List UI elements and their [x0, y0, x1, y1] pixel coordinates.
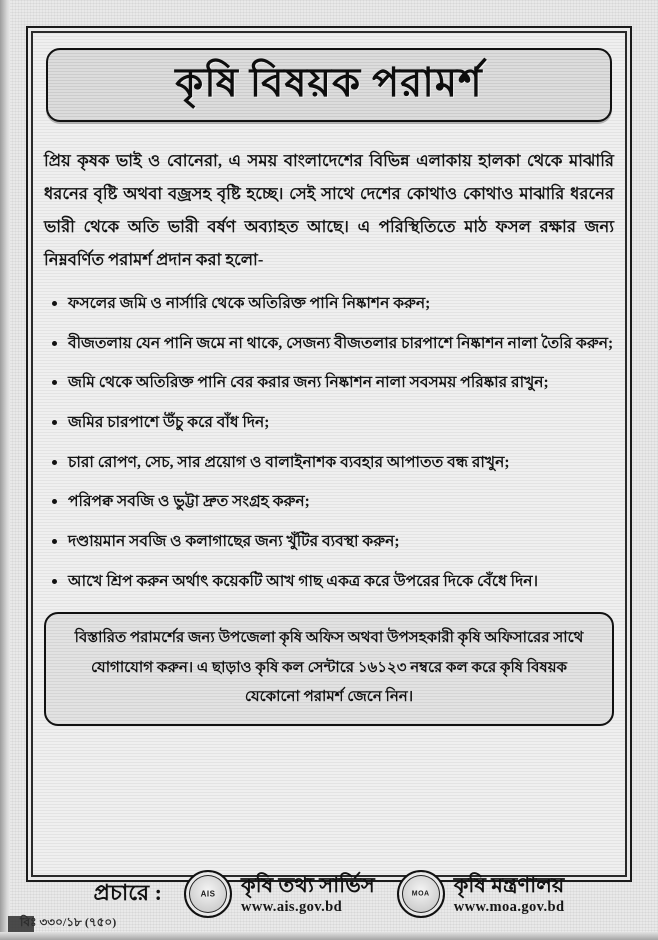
print-code: বিঃ ৩৩০/১৮ (৭৫০) — [20, 915, 117, 929]
bullet-icon — [52, 460, 57, 465]
promoter-label: প্রচারে : — [93, 879, 162, 905]
bullet-icon — [52, 301, 57, 306]
organization-url[interactable]: www.ais.gov.bd — [240, 899, 343, 916]
footer — [40, 870, 618, 918]
moa-logo-text: MOA — [411, 890, 430, 898]
list-item — [50, 528, 614, 557]
bullet-icon — [52, 420, 57, 425]
list-item — [50, 568, 614, 597]
organization-name: কৃষি তথ্য সার্ভিস — [240, 872, 375, 897]
list-item-text: জমি থেকে অতিরিক্ত পানি বের করার জন্য নিষ্কাশন নালা সবসময় পরিষ্কার রাখুন; — [68, 374, 549, 392]
left-edge-shadow — [0, 0, 10, 940]
bullet-icon — [52, 341, 57, 346]
bullet-icon — [52, 579, 57, 584]
organization-ais-text — [241, 872, 375, 916]
list-item-text: বীজতলায় যেন পানি জমে না থাকে, সেজন্য বীজতলার চারপাশে নিষ্কাশন নালা তৈরি করুন; — [68, 334, 614, 352]
list-item — [50, 449, 614, 478]
bullet-icon — [52, 380, 57, 385]
list-item — [50, 409, 614, 438]
list-item — [50, 369, 614, 398]
organization-url[interactable]: www.moa.gov.bd — [453, 899, 565, 916]
contact-callout: বিস্তারিত পরামর্শের জন্য উপজেলা কৃষি অফিস অথবা উপসহকারী কৃষি অফিসারের সাথে যোগাযোগ করুন। এ ছাড়াও কৃষি কল সেন্টারে ১৬১২৩ নম্বরে কল করে কৃষি বিষয়ক যেকোনো পরামর্শ জেনে নিন। — [44, 612, 614, 726]
page-title: কৃষি বিষয়ক পরামর্শ — [175, 60, 483, 105]
organization-moa-text — [454, 872, 565, 916]
bullet-icon — [52, 539, 57, 544]
list-item — [50, 290, 614, 319]
ais-logo-icon — [184, 870, 232, 918]
ais-logo-text: AIS — [200, 889, 216, 899]
intro-paragraph: প্রিয় কৃষক ভাই ও বোনেরা, এ সময় বাংলাদেশের বিভিন্ন এলাকায় হালকা থেকে মাঝারি ধরনের বৃষ্টি অথবা বজ্রসহ বৃষ্টি হচ্ছে। সেই সাথে দেশের কোথাও কোথাও মাঝারি ধরনের ভারী থেকে অতি ভারী বর্ষণ অব্যাহত আছে। এ পরিস্থিতিতে মাঠ ফসল রক্ষার জন্য নিম্নবর্ণিত পরামর্শ প্রদান করা হলো- — [44, 151, 614, 269]
organization-ais — [184, 870, 375, 918]
list-item-text: আখে শ্রিপ করুন অর্থাৎ কয়েকটি আখ গাছ একত্র করে উপরের দিকে বেঁধে দিন। — [68, 572, 539, 590]
list-item-text: ফসলের জমি ও নার্সারি থেকে অতিরিক্ত পানি নিষ্কাশন করুন; — [68, 295, 431, 312]
bullet-icon — [52, 499, 57, 504]
organization-name: কৃষি মন্ত্রণালয় — [453, 872, 565, 897]
moa-logo-icon — [397, 870, 445, 918]
list-item — [50, 330, 614, 359]
poster-content — [40, 40, 618, 870]
list-item-text: জমির চারপাশে উঁচু করে বাঁধ দিন; — [68, 414, 270, 432]
list-item-text: চারা রোপণ, সেচ, সার প্রয়োগ ও বালাইনাশক ব্যবহার আপাতত বন্ধ রাখুন; — [68, 453, 510, 471]
organization-moa — [397, 870, 565, 918]
title-banner — [46, 48, 612, 122]
list-item-text: দণ্ডায়মান সবজি ও কলাগাছের জন্য খুঁটির ব্যবস্থা করুন; — [68, 533, 400, 551]
list-item — [50, 488, 614, 517]
advice-list — [50, 290, 614, 596]
list-item-text: পরিপক্ব সবজি ও ভুট্টা দ্রুত সংগ্রহ করুন; — [68, 493, 310, 511]
